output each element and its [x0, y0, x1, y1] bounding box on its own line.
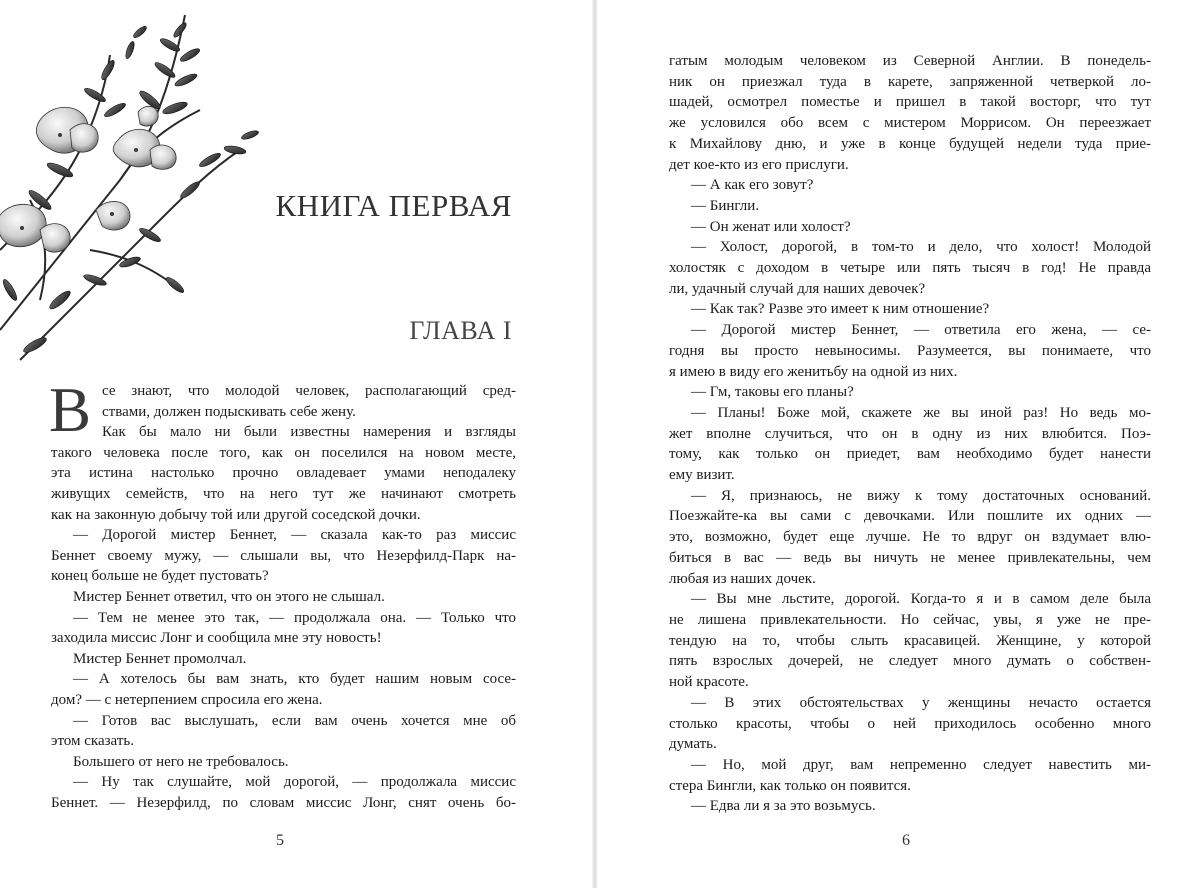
text-line: — Планы! Боже мой, скажете же вы иной раз! Но ведь мо-: [691, 404, 1151, 421]
right-page-text: [669, 51, 1151, 817]
text-line: биться в вас — ведь вы ничуть не менее привлекательны, чем: [669, 549, 1151, 566]
text-line: — Едва ли я за это возьмусь.: [691, 798, 876, 815]
text-line: — Дорогой мистер Беннет, — ответила его жена, — се-: [691, 322, 1151, 339]
text-line: дет кое-кто из его прислуги.: [669, 156, 849, 173]
text-line: — Холост, дорогой, в том-то и дело, что холост! Молодой: [691, 239, 1151, 256]
left-page-text: [49, 375, 516, 813]
text-line: — Дорогой мистер Беннет, — сказала как-то раз миссис: [73, 527, 516, 544]
text-line: тендую на то, чтобы слыть красавицей. Женщине, у которой: [669, 632, 1151, 649]
text-line: — Он женат или холост?: [691, 218, 851, 235]
text-line: Мистер Беннет промолчал.: [73, 650, 247, 667]
text-line: столько красоты, чтобы о ней приходилось особенно много: [669, 715, 1151, 732]
text-line: — Готов вас выслушать, если вам очень хочется мне об: [73, 712, 516, 729]
text-line: — Тем не менее это так, — продолжала она. — Только что: [73, 609, 516, 626]
text-line: к Михайлову дню, и уже в конце будущей недели туда прие-: [669, 135, 1151, 152]
text-line: — Я, признаюсь, не вижу к тому достаточных оснований.: [691, 487, 1151, 504]
chapter-title: ГЛАВА I: [409, 316, 512, 345]
text-line: ствами, должен подыскивать себе жену.: [102, 403, 356, 420]
text-line: жет вполне случиться, что он в одну из них влюбится. Поэ-: [669, 425, 1151, 442]
text-line: — Но, мой друг, вам непременно следует навестить ми-: [691, 756, 1151, 773]
text-line: Мистер Беннет ответил, что он этого не слышал.: [73, 588, 385, 605]
text-line: не лишена привлекательности. Но сейчас, увы, я уже не пре-: [669, 611, 1151, 628]
text-line: дом? — с нетерпением спросила его жена.: [51, 691, 323, 708]
text-line: — Бингли.: [691, 197, 760, 214]
text-line: пять взрослых дочерей, не следует много думать о собствен-: [669, 653, 1151, 670]
text-line: — Вы мне льстите, дорогой. Когда-то я и в самом деле была: [691, 591, 1151, 608]
text-line: Беннет своему мужу, — слышали вы, что Незерфилд-Парк на-: [51, 547, 516, 564]
text-line: эта истина настолько прочно овладевает умами неподалеку: [51, 465, 516, 482]
text-line: — Гм, таковы его планы?: [691, 384, 854, 401]
text-line: ли, удачный случай для наших девочек?: [669, 280, 926, 297]
text-line: Беннет. — Незерфилд, по словам миссис Лонг, снят очень бо-: [51, 794, 516, 811]
book-title: КНИГА ПЕРВАЯ: [275, 188, 512, 223]
page-number: 6: [902, 832, 910, 849]
right-lines-container: [669, 51, 1151, 817]
text-line: стера Бингли, как только он появится.: [669, 777, 911, 794]
text-line: живущих семейств, что на него тут же начинают смотреть: [51, 485, 516, 502]
text-line: холостяк с доходом в четыре или пять тысяч в год! Не правда: [669, 260, 1151, 277]
text-line: думать.: [669, 736, 717, 753]
text-line: ему визит.: [669, 467, 735, 484]
text-line: годня вы просто невыносимы. Разумеется, вы понимаете, что: [669, 342, 1151, 359]
text-line: заходила миссис Лонг и сообщила мне эту новость!: [51, 630, 382, 647]
text-line: Большего от него не требовалось.: [73, 753, 289, 770]
text-line: — А хотелось бы вам знать, кто будет нашим новым сосе-: [73, 671, 516, 688]
text-line: — В этих обстоятельствах у женщины нечасто остается: [691, 694, 1151, 711]
text-line: это, возможно, будет еще лучше. Не то вдруг он вздумает влю-: [669, 529, 1151, 546]
text-line: я имею в виду его женитьбу на одной из них.: [669, 363, 958, 380]
text-line: же условился обо всем с мистером Моррисом. Он переезжает: [669, 115, 1151, 132]
text-line: гатым молодым человеком из Северной Англии. В понедель-: [669, 53, 1151, 69]
drop-cap: В: [49, 375, 92, 445]
text-line: тому, как только он приедет, вам необходимо будет нанести: [669, 446, 1151, 463]
text-line: — Ну так слушайте, мой дорогой, — продолжала миссис: [73, 774, 516, 791]
text-line: Поезжайте-ка вы сами с девочками. Или пошлите их одних —: [669, 508, 1151, 525]
text-line: любая из наших дочек.: [669, 570, 816, 587]
text-line: конец больше не будет пустовать?: [51, 568, 269, 585]
text-line: се знают, что молодой человек, располагающий сред-: [102, 383, 516, 399]
text-line: ной красоте.: [669, 674, 749, 691]
left-lines-container: [49, 375, 516, 813]
text-line: — Как так? Разве это имеет к ним отношение?: [691, 301, 990, 318]
text-line: Как бы мало ни были известны намерения и взгляды: [102, 424, 516, 441]
text-line: — А как его зовут?: [691, 177, 814, 194]
text-line: такого человека после того, как он поселился на новом месте,: [51, 444, 516, 461]
text-line: этом сказать.: [51, 733, 134, 750]
page-number: 5: [276, 832, 284, 849]
right-page: [597, 0, 1186, 888]
text-line: как на законную добычу той или другой соседской дочки.: [51, 506, 421, 523]
text-line: ник он приезжал туда в карете, запряженной четверкой ло-: [669, 73, 1151, 90]
text-line: шадей, осмотрел поместье и пришел в такой восторг, что тут: [669, 94, 1151, 111]
